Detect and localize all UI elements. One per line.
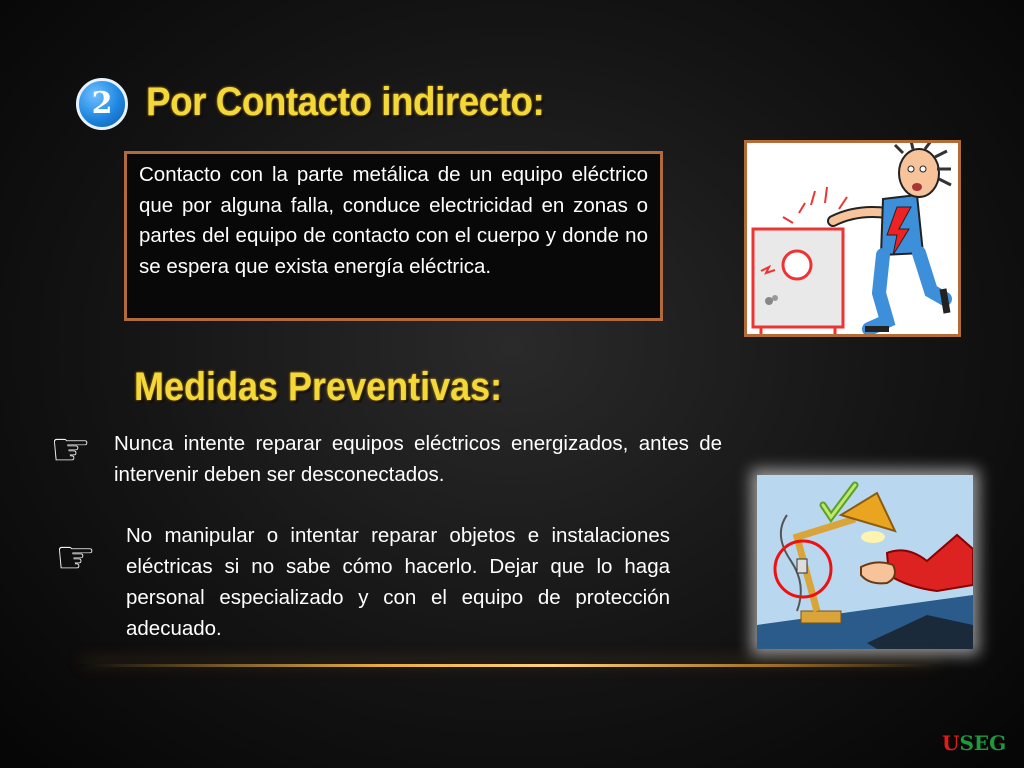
logo-part-u: U xyxy=(942,731,960,755)
slide-title: Por Contacto indirecto: xyxy=(146,80,545,124)
divider-glow-line xyxy=(80,664,940,667)
pointing-hand-icon: ☞ xyxy=(55,530,97,584)
shock-illustration xyxy=(744,140,961,337)
lamp-plug-image xyxy=(757,475,973,649)
measure-item-2: No manipular o intentar reparar objetos e instalaciones eléctricas si no sabe cómo hacerlo. Dejar que lo haga personal especializado y con el equipo de protección adecuado. xyxy=(126,524,670,640)
logo-part-seg: SEG xyxy=(959,731,1007,755)
useg-logo xyxy=(942,731,1006,755)
section-subtitle: Medidas Preventivas: xyxy=(134,365,503,409)
pointing-hand-icon: ☞ xyxy=(50,422,92,476)
number-badge: 2 xyxy=(76,78,128,130)
lamp-plug-illustration xyxy=(757,475,973,649)
definition-text: Contacto con la parte metálica de un equipo eléctrico que por alguna falla, conduce electricidad en zonas o partes del equipo de contacto con el cuerpo y donde no se espera que exista energía eléctrica. xyxy=(139,163,648,278)
measure-item-1: Nunca intente reparar equipos eléctricos energizados, antes de intervenir deben ser desconectados. xyxy=(114,432,722,486)
definition-box xyxy=(124,151,663,321)
electrified-cabinet-image xyxy=(747,143,958,334)
